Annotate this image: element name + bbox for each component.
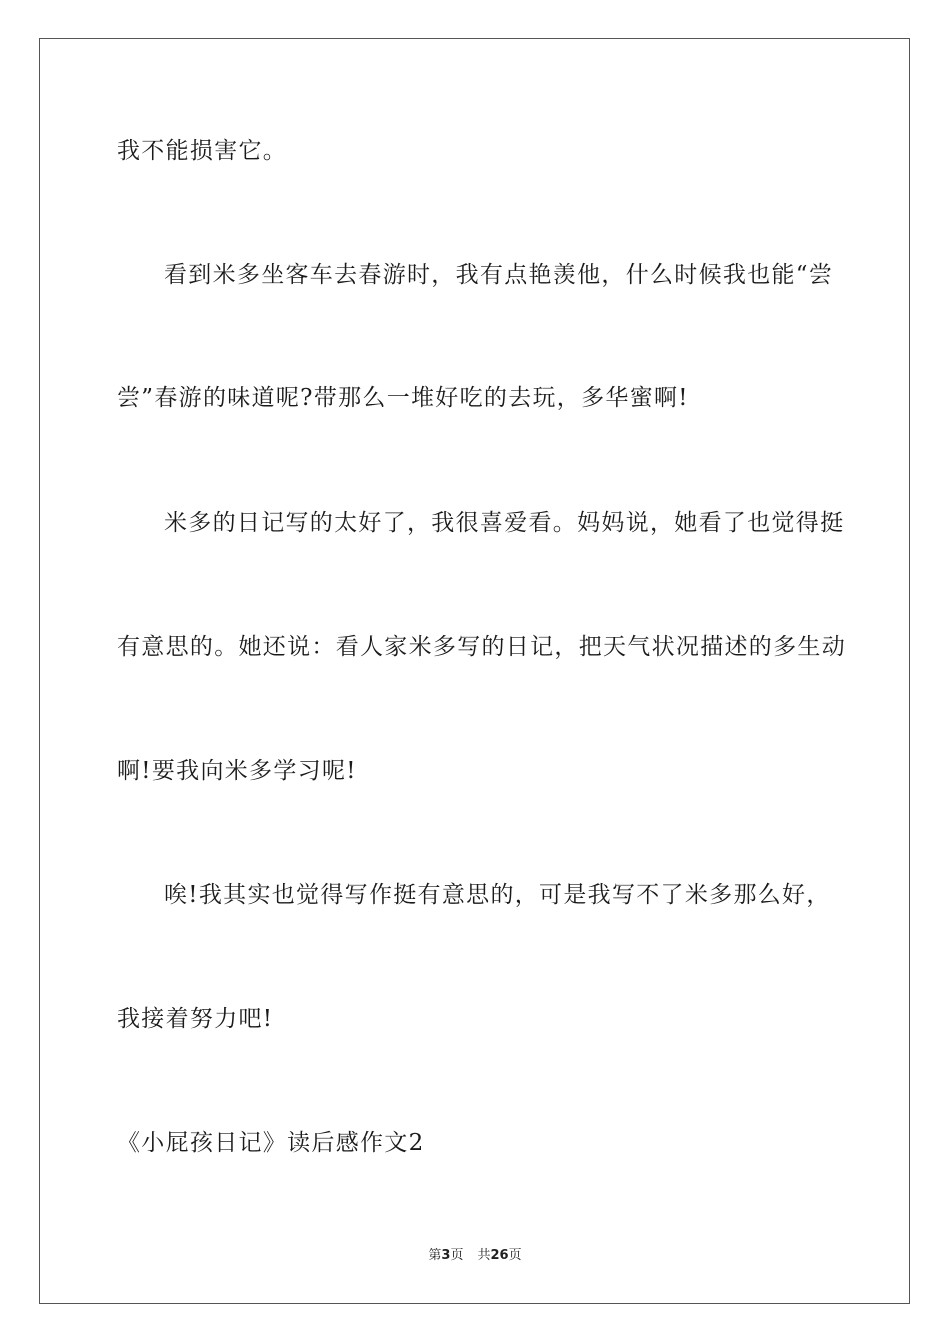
paragraph-line: 米多的日记写的太好了，我很喜爱看。妈妈说，她看了也觉得挺 [164, 510, 845, 536]
paragraph-line: 有意思的。她还说：看人家米多写的日记，把天气状况描述的多生动 [117, 634, 846, 660]
page-footer [0, 1247, 950, 1265]
total-suffix: 页 [508, 1248, 522, 1263]
paragraph-line: 我接着努力吧! [117, 1006, 274, 1032]
paragraph-line: 看到米多坐客车去春游时，我有点艳羡他，什么时候我也能“尝 [164, 262, 834, 288]
paragraph-line: 唉!我其实也觉得写作挺有意思的，可是我写不了米多那么好， [164, 882, 831, 908]
paragraph-line: 尝”春游的味道呢?带那么一堆好吃的去玩，多华蜜啊! [117, 385, 689, 411]
paragraph-line: 啊!要我向米多学习呢! [117, 758, 357, 784]
paragraph-line: 我不能损害它。 [117, 138, 288, 164]
total-prefix: 共 [477, 1248, 491, 1263]
page-border [39, 38, 910, 1304]
page-prefix: 第 [428, 1248, 442, 1263]
total-pages: 26 [490, 1248, 509, 1263]
page-number: 3 [441, 1248, 451, 1263]
page-suffix: 页 [450, 1248, 464, 1263]
section-heading: 《小屁孩日记》读后感作文2 [117, 1130, 425, 1156]
